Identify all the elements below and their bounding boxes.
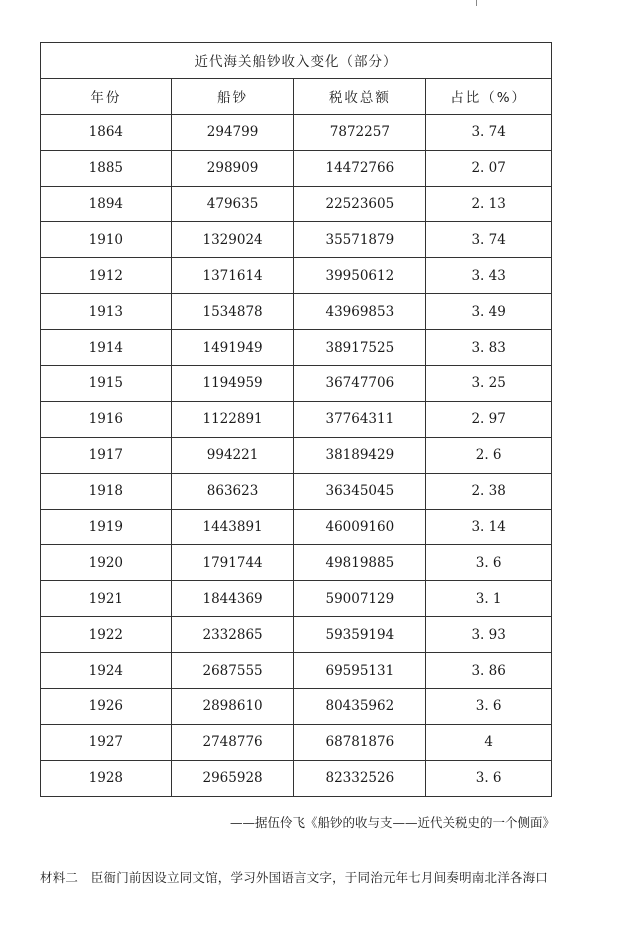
table-row — [41, 294, 552, 330]
table-row — [41, 724, 552, 760]
customs-tonnage-table — [40, 42, 552, 797]
cell-year: 1915 — [41, 366, 172, 402]
page-edge-mark — [476, 0, 477, 6]
cell-year: 1928 — [41, 760, 172, 796]
header-share-percent: 占比（%） — [426, 78, 552, 114]
cell-year: 1924 — [41, 653, 172, 689]
cell-total-revenue: 35571879 — [294, 222, 426, 258]
cell-total-revenue: 38189429 — [294, 437, 426, 473]
cell-tonnage-dues: 1491949 — [171, 330, 294, 366]
cell-year: 1914 — [41, 330, 172, 366]
cell-share-percent: 3. 93 — [426, 617, 552, 653]
cell-share-percent: 3. 14 — [426, 509, 552, 545]
cell-year: 1921 — [41, 581, 172, 617]
table-row — [41, 150, 552, 186]
table-row — [41, 186, 552, 222]
header-tonnage-dues: 船钞 — [171, 78, 294, 114]
table-row — [41, 114, 552, 150]
cell-tonnage-dues: 994221 — [171, 437, 294, 473]
cell-year: 1864 — [41, 114, 172, 150]
cell-share-percent: 3. 1 — [426, 581, 552, 617]
table-row — [41, 653, 552, 689]
table-row — [41, 760, 552, 796]
cell-total-revenue: 38917525 — [294, 330, 426, 366]
cell-total-revenue: 37764311 — [294, 401, 426, 437]
cell-total-revenue: 36747706 — [294, 366, 426, 402]
cell-total-revenue: 59007129 — [294, 581, 426, 617]
cell-tonnage-dues: 1329024 — [171, 222, 294, 258]
cell-total-revenue: 59359194 — [294, 617, 426, 653]
cell-share-percent: 2. 97 — [426, 401, 552, 437]
cell-share-percent: 3. 49 — [426, 294, 552, 330]
cell-total-revenue: 68781876 — [294, 724, 426, 760]
cell-tonnage-dues: 1371614 — [171, 258, 294, 294]
cell-share-percent: 3. 74 — [426, 114, 552, 150]
table-row — [41, 222, 552, 258]
cell-tonnage-dues: 294799 — [171, 114, 294, 150]
cell-share-percent: 2. 6 — [426, 437, 552, 473]
header-total-revenue: 税收总额 — [294, 78, 426, 114]
cell-tonnage-dues: 2748776 — [171, 724, 294, 760]
cell-tonnage-dues: 2898610 — [171, 689, 294, 725]
cell-share-percent: 2. 38 — [426, 473, 552, 509]
cell-tonnage-dues: 863623 — [171, 473, 294, 509]
cell-total-revenue: 14472766 — [294, 150, 426, 186]
cell-total-revenue: 80435962 — [294, 689, 426, 725]
cell-year: 1920 — [41, 545, 172, 581]
cell-total-revenue: 39950612 — [294, 258, 426, 294]
cell-year: 1885 — [41, 150, 172, 186]
cell-share-percent: 3. 6 — [426, 545, 552, 581]
table-row — [41, 330, 552, 366]
cell-year: 1894 — [41, 186, 172, 222]
cell-total-revenue: 46009160 — [294, 509, 426, 545]
source-citation: ——据伍伶飞《船钞的收与支——近代关税史的一个侧面》 — [229, 815, 555, 830]
cell-year: 1912 — [41, 258, 172, 294]
cell-share-percent: 3. 74 — [426, 222, 552, 258]
cell-tonnage-dues: 298909 — [171, 150, 294, 186]
cell-tonnage-dues: 2687555 — [171, 653, 294, 689]
table-row — [41, 473, 552, 509]
cell-tonnage-dues: 479635 — [171, 186, 294, 222]
table-row — [41, 366, 552, 402]
cell-year: 1918 — [41, 473, 172, 509]
cell-year: 1910 — [41, 222, 172, 258]
table-row — [41, 689, 552, 725]
table-row — [41, 258, 552, 294]
cell-tonnage-dues: 1844369 — [171, 581, 294, 617]
table-title: 近代海关船钞收入变化（部分） — [41, 43, 552, 79]
cell-year: 1922 — [41, 617, 172, 653]
cell-tonnage-dues: 2965928 — [171, 760, 294, 796]
cell-share-percent: 4 — [426, 724, 552, 760]
cell-tonnage-dues: 2332865 — [171, 617, 294, 653]
cell-tonnage-dues: 1534878 — [171, 294, 294, 330]
cell-total-revenue: 49819885 — [294, 545, 426, 581]
table-row — [41, 509, 552, 545]
cell-year: 1926 — [41, 689, 172, 725]
cell-total-revenue: 36345045 — [294, 473, 426, 509]
cell-year: 1927 — [41, 724, 172, 760]
table-header-row — [41, 78, 552, 114]
cell-year: 1919 — [41, 509, 172, 545]
cell-year: 1916 — [41, 401, 172, 437]
cell-year: 1917 — [41, 437, 172, 473]
cell-share-percent: 2. 07 — [426, 150, 552, 186]
cell-total-revenue: 43969853 — [294, 294, 426, 330]
header-year: 年份 — [41, 78, 172, 114]
cell-total-revenue: 82332526 — [294, 760, 426, 796]
cell-tonnage-dues: 1194959 — [171, 366, 294, 402]
cell-share-percent: 3. 6 — [426, 689, 552, 725]
cell-share-percent: 3. 25 — [426, 366, 552, 402]
cell-share-percent: 3. 43 — [426, 258, 552, 294]
cell-share-percent: 2. 13 — [426, 186, 552, 222]
cell-share-percent: 3. 83 — [426, 330, 552, 366]
cell-tonnage-dues: 1443891 — [171, 509, 294, 545]
table-row — [41, 617, 552, 653]
table-title-row — [41, 43, 552, 79]
cell-year: 1913 — [41, 294, 172, 330]
cell-total-revenue: 69595131 — [294, 653, 426, 689]
table-row — [41, 545, 552, 581]
table-row — [41, 401, 552, 437]
table-row — [41, 581, 552, 617]
cell-share-percent: 3. 6 — [426, 760, 552, 796]
material-two-text: 材料二 臣衙门前因设立同文馆，学习外国语言文字，于同治元年七月间奏明南北洋各海口 — [40, 870, 549, 885]
cell-total-revenue: 7872257 — [294, 114, 426, 150]
cell-tonnage-dues: 1122891 — [171, 401, 294, 437]
cell-total-revenue: 22523605 — [294, 186, 426, 222]
cell-tonnage-dues: 1791744 — [171, 545, 294, 581]
table-row — [41, 437, 552, 473]
cell-share-percent: 3. 86 — [426, 653, 552, 689]
